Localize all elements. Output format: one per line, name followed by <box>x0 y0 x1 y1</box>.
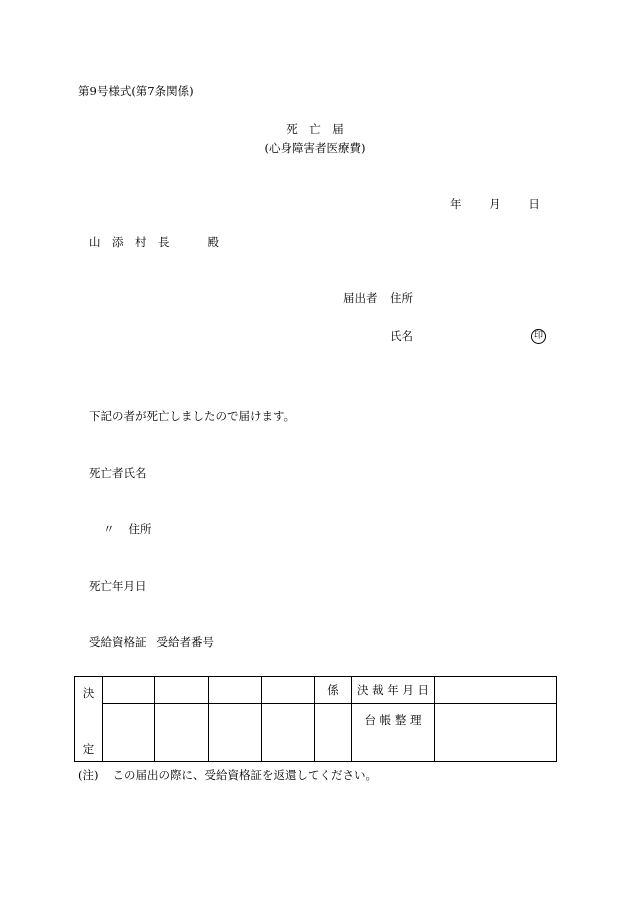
document-title: 死 亡 届 <box>286 122 344 136</box>
document-subtitle: (心身障害者医療費) <box>264 141 366 155</box>
certificate-row <box>89 637 214 649</box>
addressee-name: 山 添 村 長 <box>89 235 170 249</box>
date-of-death-label: 死亡年月日 <box>89 579 147 593</box>
seal-cell <box>155 704 209 762</box>
date-day-label: 日 <box>528 197 540 211</box>
seal-cell <box>262 704 315 762</box>
decision-table <box>74 676 557 762</box>
date-year-label: 年 <box>450 197 462 211</box>
ledger-label: 台 帳 整 理 <box>352 704 435 762</box>
seal-icon: 印 <box>531 329 546 344</box>
note-text: この届出の際に、受給資格証を返還してください。 <box>112 768 377 782</box>
seal-cell <box>209 704 262 762</box>
ditto-mark: 〃 <box>103 522 115 536</box>
filer-name-label: 氏名 <box>390 329 413 343</box>
decision-label-top: 決 <box>82 686 95 700</box>
decision-date-value <box>435 677 557 704</box>
date-month-label: 月 <box>489 197 501 211</box>
form-number: 第9号様式(第7条関係) <box>78 84 194 98</box>
note-mark: (注) <box>78 768 99 782</box>
addressee-honorific: 殿 <box>207 235 219 249</box>
approval-cell <box>262 677 315 704</box>
deceased-address-row <box>103 524 152 536</box>
statement: 下記の者が死亡しましたので届けます。 <box>89 409 296 423</box>
decision-date-label: 決 裁 年 月 日 <box>352 677 435 704</box>
deceased-name-label: 死亡者氏名 <box>89 466 147 480</box>
recipient-number-label: 受給者番号 <box>156 635 214 649</box>
clerk-label: 係 <box>315 677 352 704</box>
decision-label-bottom: 定 <box>82 742 95 756</box>
seal-cell <box>103 704 155 762</box>
addressee <box>89 237 219 249</box>
decision-label-cell <box>75 677 103 762</box>
ledger-value <box>435 704 557 762</box>
approval-cell <box>103 677 155 704</box>
approval-cell <box>155 677 209 704</box>
submission-date <box>450 199 540 211</box>
note <box>78 770 377 782</box>
approval-cell <box>209 677 262 704</box>
certificate-label: 受給資格証 <box>89 635 147 649</box>
filer-label: 届出者 <box>343 291 378 305</box>
filer-address-label: 住所 <box>390 291 413 305</box>
clerk-seal-cell <box>315 704 352 762</box>
deceased-address-label: 住所 <box>128 522 152 536</box>
